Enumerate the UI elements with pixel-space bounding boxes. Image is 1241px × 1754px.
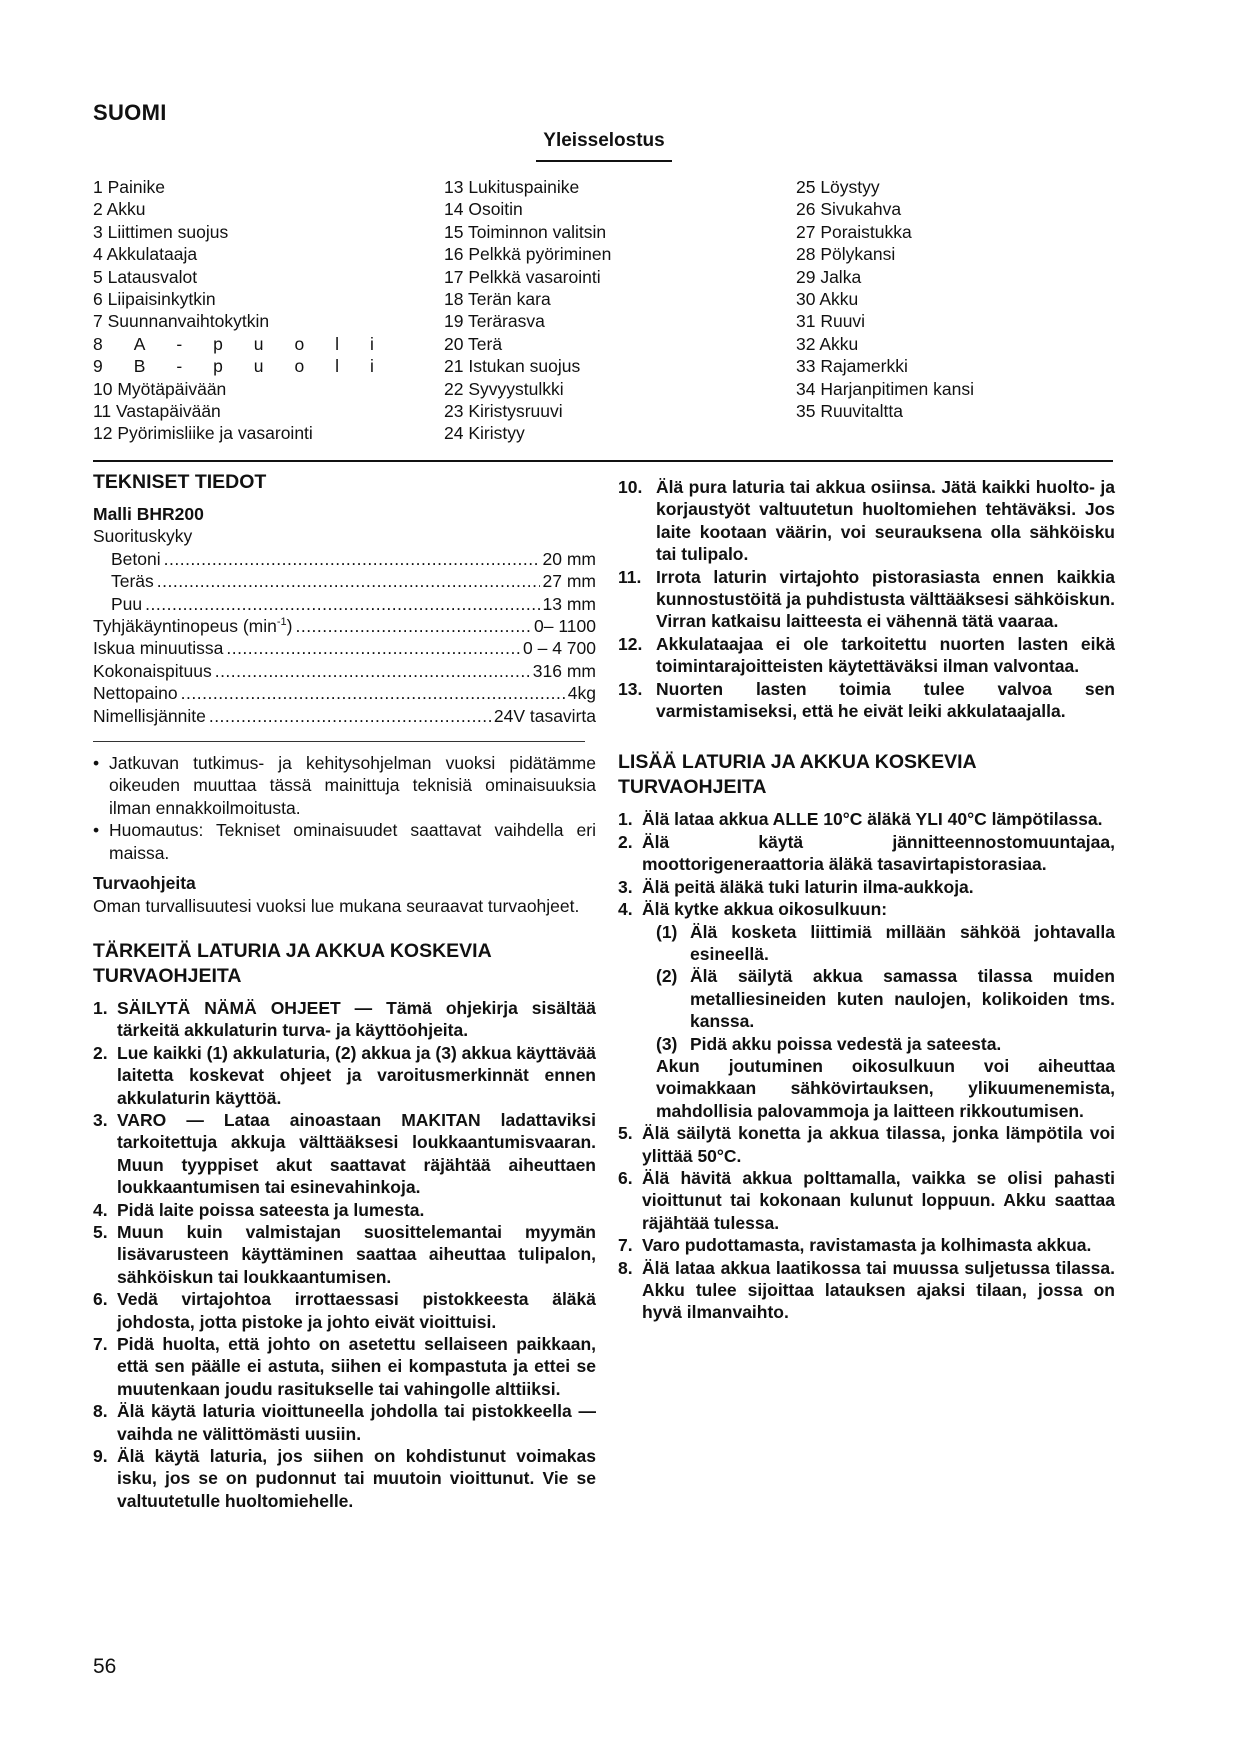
part-item: 30 Akku: [796, 289, 859, 310]
list-item: 4. Älä kytke akkua oikosulkuun:: [618, 899, 888, 920]
part-item: 32 Akku: [796, 333, 859, 354]
part-item: 25 Löystyy: [796, 177, 880, 197]
spec-note: • Huomautus: Tekniset ominaisuudet saattavat vaihdella eri maissa.: [93, 820, 596, 863]
list-item: 10. Älä pura laturia tai akkua osiinsa. Jätä kaikki huolto- ja korjaustyöt valtuutetun huoltomiehen tehtäväksi. Jos laite kootaan väärin, voi seurauksena olla sähköisku tai tulipalo.: [618, 477, 1115, 565]
page-number: 56: [93, 1655, 117, 1678]
spec-row-voltage: Nimellisjännite ..... 24V tasavirta: [93, 705, 596, 727]
spec-row-no-load-speed: Tyhjäkäyntinopeus $(\min^{-1})$ ..... 0– 1100: [93, 615, 596, 637]
part-item: 27 Poraistukka: [796, 221, 912, 242]
list-item: 6. Älä hävitä akkua polttamalla, vaikka se olisi pahasti vioittunut tai kokonaan kulunut loppuun. Akku saattaa räjähtää tulessa.: [618, 1167, 1115, 1233]
list-item: 12. Akkulataajaa ei ole tarkoitettu nuorten lasten eikä toimintarajoitteisten käytettäväksi ilman valvontaa.: [618, 633, 1115, 677]
part-item-spaced: 9 B - p u o l i: [93, 356, 374, 377]
list-item: 1. SÄILYTÄ NÄMÄ OHJEET — Tämä ohjekirja sisältää tärkeitä akkulaturin turva- ja käyttöohjeita.: [93, 997, 596, 1041]
list-item: 3. Älä peitä äläkä tuki laturin ilma-aukkoja.: [618, 876, 974, 897]
safety-intro: Oman turvallisuutesi vuoksi lue mukana seuraavat turvaohjeet.: [93, 895, 580, 916]
spec-note: • Jatkuvan tutkimus- ja kehitysohjelman vuoksi pidätämme oikeuden muuttaa tässä mainittuja teknisiä ominaisuuksia ilman ennakkoilmoitusta.: [93, 753, 596, 818]
specs-title: TEKNISET TIEDOT: [93, 471, 267, 493]
part-item: 19 Terärasva: [444, 311, 545, 332]
part-item: 22 Syvyystulkki: [444, 378, 564, 399]
model-label: Malli BHR200: [93, 504, 204, 524]
parts-list-column-1: [93, 176, 393, 445]
list-item: 2. Älä käytä jännitteennostomuuntajaa, moottorigeneraattoria äläkä tasavirtapistorasiaa.: [618, 831, 1115, 875]
part-item: 2 Akku: [93, 199, 146, 220]
overview-title: Yleisselostus: [543, 130, 665, 151]
part-item: 34 Harjanpitimen kansi: [796, 378, 975, 399]
part-item: 1 Painike: [93, 177, 165, 197]
list-item: 5. Älä säilytä konetta ja akkua tilassa, jonka lämpötila voi ylittää 50°C.: [618, 1123, 1115, 1166]
short-circuit-paragraph: Akun joutuminen oikosulkuun voi aiheuttaa voimakkaan sähkövirtauksen, ylikuumenemista, mahdollisia palovammoja ja laitteen rikkoutumisen.: [656, 1055, 1115, 1121]
safety-heading: Turvaohjeita: [93, 873, 196, 894]
part-item: 4 Akkulataaja: [93, 244, 198, 265]
part-item: 21 Istukan suojus: [444, 356, 581, 377]
sub-list-item: (2) Älä säilytä akkua samassa tilassa muiden metalliesineiden kuten naulojen, kolikoiden tms. kanssa.: [656, 966, 1115, 1032]
part-item: 20 Terä: [444, 333, 503, 354]
part-item: 28 Pölykansi: [796, 244, 896, 265]
part-item: 15 Toiminnon valitsin: [444, 221, 607, 242]
list-item: 3. VARO — Lataa ainoastaan MAKITAN ladattaviksi tarkoitettuja akkuja välttääksesi loukkaantumisvaaran. Muun tyyppiset akut saattavat räjähtää aiheuttaen loukkaantumisen tai esinevahinkoja.: [93, 1109, 596, 1198]
spec-row-length: Kokonaispituus ..... 316 mm: [93, 660, 596, 682]
important-safety-list: [93, 997, 596, 1512]
spec-row-wood: Puu ..... 13 mm: [93, 593, 596, 615]
right-column: [618, 476, 1115, 1324]
list-item: 8. Älä lataa akkua laatikossa tai muussa suljetussa tilassa. Akku tulee sijoittaa latauksen ajaksi tilaan, jossa on hyvä ilmanvaihto.: [618, 1257, 1115, 1323]
parts-list-column-3: [796, 176, 1096, 422]
list-item: 9. Älä käytä laturia, jos siihen on kohdistunut voimakas isku, jos se on pudonnut tai muutoin vioittunut. Vie se valtuutetulle huoltomiehelle.: [93, 1446, 596, 1511]
list-item: 13. Nuorten lasten toimia tulee valvoa sen varmistamiseksi, että he eivät leiki akkulataajalla.: [618, 678, 1115, 722]
section-divider: [93, 460, 1113, 462]
list-item: 8. Älä käytä laturia vioittuneella johdolla tai pistokkeella — vaihda ne välittömästi uusiin.: [93, 1401, 596, 1444]
list-item: 11. Irrota laturin virtajohto pistorasiasta ennen kaikkia kunnostustöitä ja puhdistusta välttääksesi sähköiskun. Virran katkaisu laitteesta ei vähennä tätä vaaraa.: [618, 566, 1116, 632]
spec-row-weight: Nettopaino ..... 4kg: [93, 682, 596, 704]
part-item: 16 Pelkkä pyöriminen: [444, 244, 612, 265]
overview-underline: [536, 160, 672, 162]
list-item: 4. Pidä laite poissa sateesta ja lumesta.: [93, 1199, 425, 1220]
part-item: 5 Latausvalot: [93, 266, 198, 287]
part-item: 26 Sivukahva: [796, 199, 902, 220]
capacity-label: Suorituskyky: [93, 526, 193, 547]
left-column: [93, 470, 596, 1512]
part-item: 13 Lukituspainike: [444, 177, 580, 197]
important-safety-list-continued: [618, 476, 1115, 722]
list-item: 7. Pidä huolta, että johto on asetettu sellaiseen paikkaan, että sen päälle ei astuta, siihen ei kompastuta ja ettei se muutenkaan joudu rasitukselle tai vahingolle alttiiksi.: [93, 1334, 596, 1399]
important-safety-title: TÄRKEITÄ LATURIA JA AKKUA KOSKEVIA TURVAOHJEITA: [93, 939, 491, 987]
part-item: 12 Pyörimisliike ja vasarointi: [93, 423, 313, 444]
part-item: 33 Rajamerkki: [796, 356, 908, 377]
part-item: 10 Myötäpäivään: [93, 378, 227, 399]
spec-row-steel: Teräs ..... 27 mm: [93, 570, 596, 592]
part-item: 14 Osoitin: [444, 199, 523, 220]
list-item: 5. Muun kuin valmistajan suosittelemantai myymän lisävarusteen käyttäminen saattaa aiheuttaa tulipalon, sähköiskun tai loukkaantumisen.: [93, 1221, 596, 1287]
part-item: 31 Ruuvi: [796, 311, 866, 332]
additional-safety-title: LISÄÄ LATURIA JA AKKUA KOSKEVIA TURVAOHJEITA: [618, 751, 976, 799]
part-item: 23 Kiristysruuvi: [444, 401, 563, 422]
part-item: 11 Vastapäivään: [93, 401, 221, 422]
list-item: 7. Varo pudottamasta, ravistamasta ja kolhimasta akkua.: [618, 1235, 1092, 1256]
part-item: 17 Pelkkä vasarointi: [444, 266, 601, 287]
sub-list-item: (1) Älä kosketa liittimiä millään sähköä johtavalla esineellä.: [656, 921, 1115, 964]
part-item-spaced: 8 A - p u o l i: [93, 333, 374, 354]
part-item: 18 Terän kara: [444, 289, 551, 310]
part-item: 6 Liipaisinkytkin: [93, 289, 216, 310]
part-item: 24 Kiristyy: [444, 423, 525, 444]
part-item: 35 Ruuvitaltta: [796, 401, 904, 422]
part-item: 7 Suunnanvaihtokytkin: [93, 311, 270, 332]
specs-divider: [93, 741, 585, 742]
spec-row-concrete: Betoni ..... 20 mm: [93, 548, 596, 570]
list-item: 2. Lue kaikki (1) akkulaturia, (2) akkua ja (3) akkua käyttävää laitetta koskevat ohjeet ja varoitusmerkinnät ennen akkulaturin käyttöä.: [93, 1042, 596, 1108]
sub-list-item: (3) Pidä akku poissa vedestä ja sateesta.: [656, 1033, 1002, 1054]
part-item: 29 Jalka: [796, 266, 862, 287]
list-item: 1. Älä lataa akkua ALLE 10°C äläkä YLI 40°C lämpötilassa.: [618, 809, 1103, 830]
parts-list-column-2: [444, 176, 744, 445]
list-item: 6. Vedä virtajohtoa irrottaessasi pistokkeesta äläkä johdosta, jotta pistoke ja johto eivät vioittuisi.: [93, 1289, 596, 1332]
spec-row-blows: Iskua minuutissa ..... 0 – 4 700: [93, 637, 596, 659]
language-heading: SUOMI: [93, 100, 167, 125]
additional-safety-list: [618, 808, 1115, 1323]
part-item: 3 Liittimen suojus: [93, 221, 229, 242]
